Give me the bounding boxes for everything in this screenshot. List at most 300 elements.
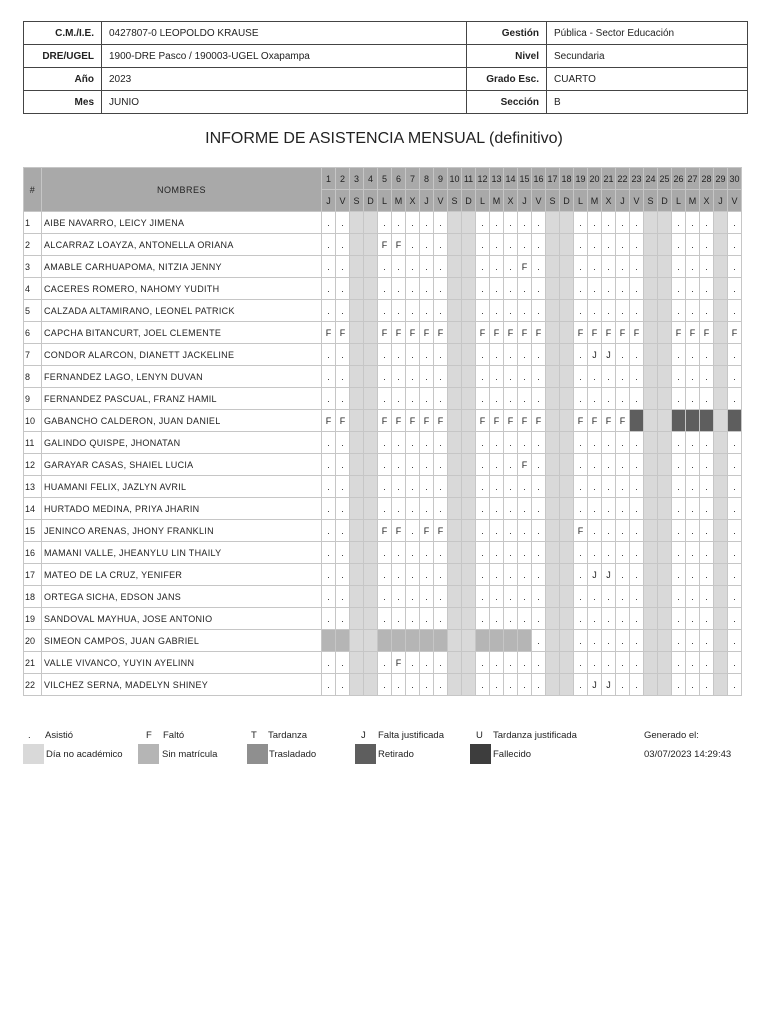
non-academic-cell	[546, 564, 560, 586]
attendance-mark: .	[588, 432, 602, 454]
attendance-mark: .	[532, 630, 546, 652]
non-academic-cell	[462, 586, 476, 608]
non-academic-cell	[364, 410, 378, 432]
non-academic-cell	[644, 674, 658, 696]
student-name: AIBE NAVARRO, LEICY JIMENA	[42, 212, 322, 234]
attendance-mark: .	[392, 432, 406, 454]
non-academic-cell	[448, 234, 462, 256]
student-number: 11	[24, 432, 42, 454]
attendance-mark: .	[322, 564, 336, 586]
legend-swatch	[355, 744, 376, 764]
attendance-mark: .	[518, 652, 532, 674]
weekday-header: D	[364, 190, 378, 212]
attendance-mark: .	[336, 344, 350, 366]
attendance-mark: .	[686, 564, 700, 586]
attendance-mark: .	[630, 498, 644, 520]
attendance-mark: .	[336, 608, 350, 630]
day-number-header: 18	[560, 168, 574, 190]
non-academic-cell	[350, 322, 364, 344]
non-academic-cell	[364, 366, 378, 388]
non-academic-cell	[560, 366, 574, 388]
attendance-mark: .	[420, 674, 434, 696]
student-row	[24, 564, 742, 586]
non-academic-cell	[546, 366, 560, 388]
attendance-mark: .	[616, 498, 630, 520]
attendance-mark: .	[518, 586, 532, 608]
attendance-mark: .	[434, 300, 448, 322]
attendance-mark: .	[574, 542, 588, 564]
non-academic-cell	[714, 212, 728, 234]
attendance-mark: .	[406, 366, 420, 388]
attendance-mark: F	[532, 410, 546, 432]
attendance-mark: .	[322, 388, 336, 410]
attendance-mark: F	[406, 410, 420, 432]
student-number: 9	[24, 388, 42, 410]
attendance-mark: .	[686, 432, 700, 454]
attendance-mark: .	[616, 278, 630, 300]
attendance-mark: .	[476, 454, 490, 476]
attendance-mark: .	[406, 498, 420, 520]
attendance-mark: .	[476, 498, 490, 520]
non-academic-cell	[644, 652, 658, 674]
attendance-mark: .	[630, 388, 644, 410]
non-academic-cell	[462, 388, 476, 410]
attendance-mark: .	[616, 454, 630, 476]
non-academic-cell	[714, 498, 728, 520]
attendance-mark: .	[532, 520, 546, 542]
attendance-mark: .	[434, 586, 448, 608]
attendance-mark: .	[406, 652, 420, 674]
attendance-mark: .	[420, 256, 434, 278]
attendance-mark: .	[672, 586, 686, 608]
attendance-mark: F	[616, 410, 630, 432]
attendance-mark: J	[602, 564, 616, 586]
non-academic-cell	[560, 432, 574, 454]
attendance-mark: .	[392, 564, 406, 586]
attendance-mark: .	[630, 234, 644, 256]
non-academic-cell	[448, 366, 462, 388]
non-academic-cell	[714, 454, 728, 476]
non-academic-cell	[448, 564, 462, 586]
non-academic-cell	[560, 256, 574, 278]
attendance-mark: .	[476, 278, 490, 300]
non-academic-cell	[546, 674, 560, 696]
student-row	[24, 344, 742, 366]
attendance-mark: .	[728, 300, 742, 322]
non-academic-cell	[560, 300, 574, 322]
attendance-mark: .	[700, 432, 714, 454]
attendance-mark: .	[602, 300, 616, 322]
attendance-mark: .	[532, 542, 546, 564]
attendance-mark: .	[630, 542, 644, 564]
attendance-mark: .	[616, 300, 630, 322]
legend-code-symbol: F	[146, 730, 152, 741]
attendance-mark: .	[476, 652, 490, 674]
attendance-mark: .	[406, 476, 420, 498]
attendance-mark: .	[588, 630, 602, 652]
attendance-mark: F	[378, 234, 392, 256]
status-cell-retirado	[686, 410, 700, 432]
weekday-header: X	[602, 190, 616, 212]
attendance-mark: .	[588, 608, 602, 630]
attendance-mark: F	[378, 322, 392, 344]
non-academic-cell	[364, 388, 378, 410]
attendance-mark: .	[392, 542, 406, 564]
attendance-mark: .	[322, 586, 336, 608]
info-label: Grado Esc.	[467, 68, 547, 91]
student-number: 13	[24, 476, 42, 498]
attendance-mark: .	[700, 476, 714, 498]
student-row	[24, 212, 742, 234]
attendance-mark: .	[490, 498, 504, 520]
attendance-mark: .	[616, 586, 630, 608]
non-academic-cell	[658, 388, 672, 410]
attendance-mark: .	[378, 432, 392, 454]
non-academic-cell	[462, 652, 476, 674]
non-academic-cell	[546, 630, 560, 652]
day-number-header: 3	[350, 168, 364, 190]
attendance-mark: F	[392, 234, 406, 256]
attendance-mark: F	[490, 322, 504, 344]
non-academic-cell	[350, 476, 364, 498]
day-number-header: 21	[602, 168, 616, 190]
weekday-header: S	[644, 190, 658, 212]
day-number-header: 8	[420, 168, 434, 190]
attendance-mark: .	[672, 542, 686, 564]
attendance-mark: .	[532, 608, 546, 630]
attendance-mark: .	[700, 212, 714, 234]
weekday-header: V	[532, 190, 546, 212]
attendance-mark: .	[322, 278, 336, 300]
attendance-mark: .	[420, 212, 434, 234]
non-academic-cell	[560, 652, 574, 674]
attendance-mark: F	[420, 520, 434, 542]
attendance-mark: .	[406, 520, 420, 542]
attendance-mark: .	[504, 652, 518, 674]
day-number-header: 5	[378, 168, 392, 190]
non-academic-cell	[714, 608, 728, 630]
info-value: JUNIO	[102, 91, 467, 114]
student-row	[24, 520, 742, 542]
attendance-mark: .	[686, 278, 700, 300]
attendance-mark: .	[518, 564, 532, 586]
attendance-mark: .	[434, 366, 448, 388]
student-number: 21	[24, 652, 42, 674]
attendance-mark: .	[322, 212, 336, 234]
attendance-mark: .	[672, 300, 686, 322]
non-academic-cell	[448, 542, 462, 564]
weekday-header: M	[392, 190, 406, 212]
non-academic-cell	[448, 498, 462, 520]
attendance-mark: .	[504, 300, 518, 322]
attendance-mark: .	[672, 212, 686, 234]
attendance-mark: J	[588, 564, 602, 586]
attendance-mark: F	[476, 410, 490, 432]
attendance-mark: .	[728, 498, 742, 520]
non-academic-cell	[546, 454, 560, 476]
legend-code-text: Tardanza justificada	[493, 730, 577, 741]
non-academic-cell	[364, 212, 378, 234]
non-academic-cell	[560, 520, 574, 542]
student-row	[24, 234, 742, 256]
non-academic-cell	[658, 432, 672, 454]
generated-timestamp: 03/07/2023 14:29:43	[644, 749, 732, 760]
weekday-header: L	[378, 190, 392, 212]
attendance-mark: .	[532, 476, 546, 498]
attendance-mark: .	[602, 366, 616, 388]
attendance-mark: .	[574, 388, 588, 410]
attendance-mark: .	[504, 256, 518, 278]
day-number-header: 15	[518, 168, 532, 190]
attendance-mark: .	[602, 498, 616, 520]
weekday-header: V	[336, 190, 350, 212]
attendance-mark: .	[672, 234, 686, 256]
attendance-mark: .	[392, 498, 406, 520]
weekday-header: V	[434, 190, 448, 212]
attendance-mark: .	[336, 520, 350, 542]
attendance-mark: .	[728, 586, 742, 608]
attendance-mark: .	[476, 234, 490, 256]
attendance-mark: .	[434, 344, 448, 366]
attendance-mark: .	[378, 498, 392, 520]
attendance-mark: .	[420, 366, 434, 388]
non-academic-cell	[364, 432, 378, 454]
day-number-header: 7	[406, 168, 420, 190]
attendance-mark: .	[476, 366, 490, 388]
student-number: 17	[24, 564, 42, 586]
non-academic-cell	[350, 256, 364, 278]
attendance-mark: .	[336, 256, 350, 278]
weekday-header: S	[350, 190, 364, 212]
attendance-mark: .	[686, 388, 700, 410]
student-number: 5	[24, 300, 42, 322]
non-academic-cell	[560, 212, 574, 234]
attendance-mark: .	[532, 212, 546, 234]
student-number: 22	[24, 674, 42, 696]
attendance-mark: .	[518, 432, 532, 454]
attendance-mark: .	[616, 234, 630, 256]
non-academic-cell	[714, 256, 728, 278]
attendance-mark: .	[406, 454, 420, 476]
student-name: CONDOR ALARCON, DIANETT JACKELINE	[42, 344, 322, 366]
student-row	[24, 498, 742, 520]
attendance-mark: .	[322, 652, 336, 674]
non-academic-cell	[714, 674, 728, 696]
attendance-mark: .	[532, 344, 546, 366]
attendance-mark: .	[490, 388, 504, 410]
attendance-mark: .	[420, 234, 434, 256]
attendance-mark: .	[434, 498, 448, 520]
day-number-header: 30	[728, 168, 742, 190]
day-number-header: 23	[630, 168, 644, 190]
attendance-mark: .	[728, 520, 742, 542]
attendance-mark: .	[686, 366, 700, 388]
attendance-mark: .	[700, 674, 714, 696]
non-academic-cell	[644, 586, 658, 608]
attendance-mark: F	[504, 410, 518, 432]
attendance-mark: F	[322, 322, 336, 344]
non-academic-cell	[448, 344, 462, 366]
attendance-mark: .	[406, 256, 420, 278]
weekday-header: J	[518, 190, 532, 212]
attendance-mark: .	[574, 432, 588, 454]
attendance-mark: .	[672, 674, 686, 696]
status-cell-sin-matricula	[476, 630, 490, 652]
generated-label: Generado el:	[644, 730, 699, 741]
student-number: 7	[24, 344, 42, 366]
attendance-mark: .	[518, 388, 532, 410]
attendance-mark: .	[588, 278, 602, 300]
non-academic-cell	[364, 520, 378, 542]
attendance-mark: .	[686, 630, 700, 652]
student-number: 10	[24, 410, 42, 432]
attendance-mark: F	[588, 322, 602, 344]
non-academic-cell	[462, 432, 476, 454]
student-name: GARAYAR CASAS, SHAIEL LUCIA	[42, 454, 322, 476]
attendance-mark: .	[504, 542, 518, 564]
attendance-mark: F	[518, 454, 532, 476]
non-academic-cell	[714, 366, 728, 388]
non-academic-cell	[350, 586, 364, 608]
student-name: HUAMANI FELIX, JAZLYN AVRIL	[42, 476, 322, 498]
attendance-mark: .	[490, 234, 504, 256]
non-academic-cell	[364, 234, 378, 256]
day-number-header: 1	[322, 168, 336, 190]
non-academic-cell	[350, 608, 364, 630]
attendance-mark: .	[378, 278, 392, 300]
non-academic-cell	[546, 344, 560, 366]
day-number-header: 27	[686, 168, 700, 190]
attendance-mark: .	[700, 520, 714, 542]
non-academic-cell	[462, 212, 476, 234]
non-academic-cell	[364, 344, 378, 366]
attendance-mark: F	[420, 322, 434, 344]
attendance-mark: .	[378, 212, 392, 234]
non-academic-cell	[546, 278, 560, 300]
attendance-mark: .	[420, 542, 434, 564]
attendance-mark: .	[602, 652, 616, 674]
attendance-mark: .	[630, 630, 644, 652]
attendance-mark: .	[728, 256, 742, 278]
attendance-mark: .	[630, 344, 644, 366]
attendance-mark: .	[728, 212, 742, 234]
attendance-mark: .	[686, 608, 700, 630]
non-academic-cell	[364, 454, 378, 476]
attendance-mark: .	[588, 300, 602, 322]
non-academic-cell	[546, 388, 560, 410]
attendance-mark: .	[504, 344, 518, 366]
attendance-mark: .	[616, 520, 630, 542]
attendance-mark: .	[336, 542, 350, 564]
attendance-mark: .	[406, 278, 420, 300]
attendance-mark: .	[392, 388, 406, 410]
student-number: 18	[24, 586, 42, 608]
non-academic-cell	[644, 498, 658, 520]
attendance-mark: .	[686, 256, 700, 278]
attendance-mark: .	[434, 564, 448, 586]
attendance-mark: .	[434, 674, 448, 696]
attendance-mark: .	[602, 520, 616, 542]
attendance-mark: .	[616, 674, 630, 696]
non-academic-cell	[546, 410, 560, 432]
attendance-mark: .	[728, 542, 742, 564]
attendance-mark: .	[434, 652, 448, 674]
day-number-header: 20	[588, 168, 602, 190]
day-number-header: 16	[532, 168, 546, 190]
weekday-header: V	[728, 190, 742, 212]
attendance-mark: .	[322, 344, 336, 366]
attendance-mark: .	[434, 454, 448, 476]
non-academic-cell	[560, 344, 574, 366]
student-name: VALLE VIVANCO, YUYIN AYELINN	[42, 652, 322, 674]
attendance-mark: .	[504, 674, 518, 696]
attendance-mark: .	[672, 498, 686, 520]
non-academic-cell	[350, 630, 364, 652]
attendance-mark: .	[728, 630, 742, 652]
attendance-mark: .	[574, 476, 588, 498]
info-value: Pública - Sector Educación	[547, 22, 748, 45]
non-academic-cell	[714, 476, 728, 498]
non-academic-cell	[560, 454, 574, 476]
attendance-mark: .	[378, 608, 392, 630]
info-label: Nivel	[467, 45, 547, 68]
attendance-mark: .	[672, 564, 686, 586]
legend-code-text: Tardanza	[268, 730, 308, 741]
non-academic-cell	[350, 212, 364, 234]
attendance-mark: .	[574, 564, 588, 586]
attendance-mark: .	[476, 256, 490, 278]
attendance-mark: F	[602, 322, 616, 344]
school-info-table	[23, 21, 748, 114]
attendance-mark: .	[476, 432, 490, 454]
non-academic-cell	[560, 542, 574, 564]
attendance-mark: .	[434, 388, 448, 410]
day-number-header: 22	[616, 168, 630, 190]
student-row	[24, 366, 742, 388]
non-academic-cell	[350, 498, 364, 520]
attendance-mark: .	[406, 674, 420, 696]
attendance-mark: F	[588, 410, 602, 432]
attendance-mark: .	[700, 344, 714, 366]
non-academic-cell	[658, 564, 672, 586]
attendance-mark: .	[574, 234, 588, 256]
weekday-header: S	[546, 190, 560, 212]
student-row	[24, 674, 742, 696]
attendance-mark: .	[518, 366, 532, 388]
attendance-mark: .	[686, 586, 700, 608]
non-academic-cell	[350, 564, 364, 586]
attendance-mark: .	[630, 300, 644, 322]
attendance-mark: .	[588, 586, 602, 608]
attendance-mark: .	[504, 476, 518, 498]
attendance-mark: .	[378, 366, 392, 388]
attendance-mark: .	[532, 498, 546, 520]
day-number-header: 17	[546, 168, 560, 190]
attendance-mark: .	[406, 212, 420, 234]
non-academic-cell	[364, 498, 378, 520]
non-academic-cell	[658, 366, 672, 388]
weekday-header: M	[490, 190, 504, 212]
legend-swatch	[23, 744, 44, 764]
attendance-mark: .	[532, 586, 546, 608]
attendance-mark: .	[518, 300, 532, 322]
attendance-mark: .	[672, 278, 686, 300]
attendance-mark: .	[686, 652, 700, 674]
weekday-header: M	[686, 190, 700, 212]
attendance-mark: .	[616, 564, 630, 586]
non-academic-cell	[448, 608, 462, 630]
attendance-mark: J	[588, 674, 602, 696]
